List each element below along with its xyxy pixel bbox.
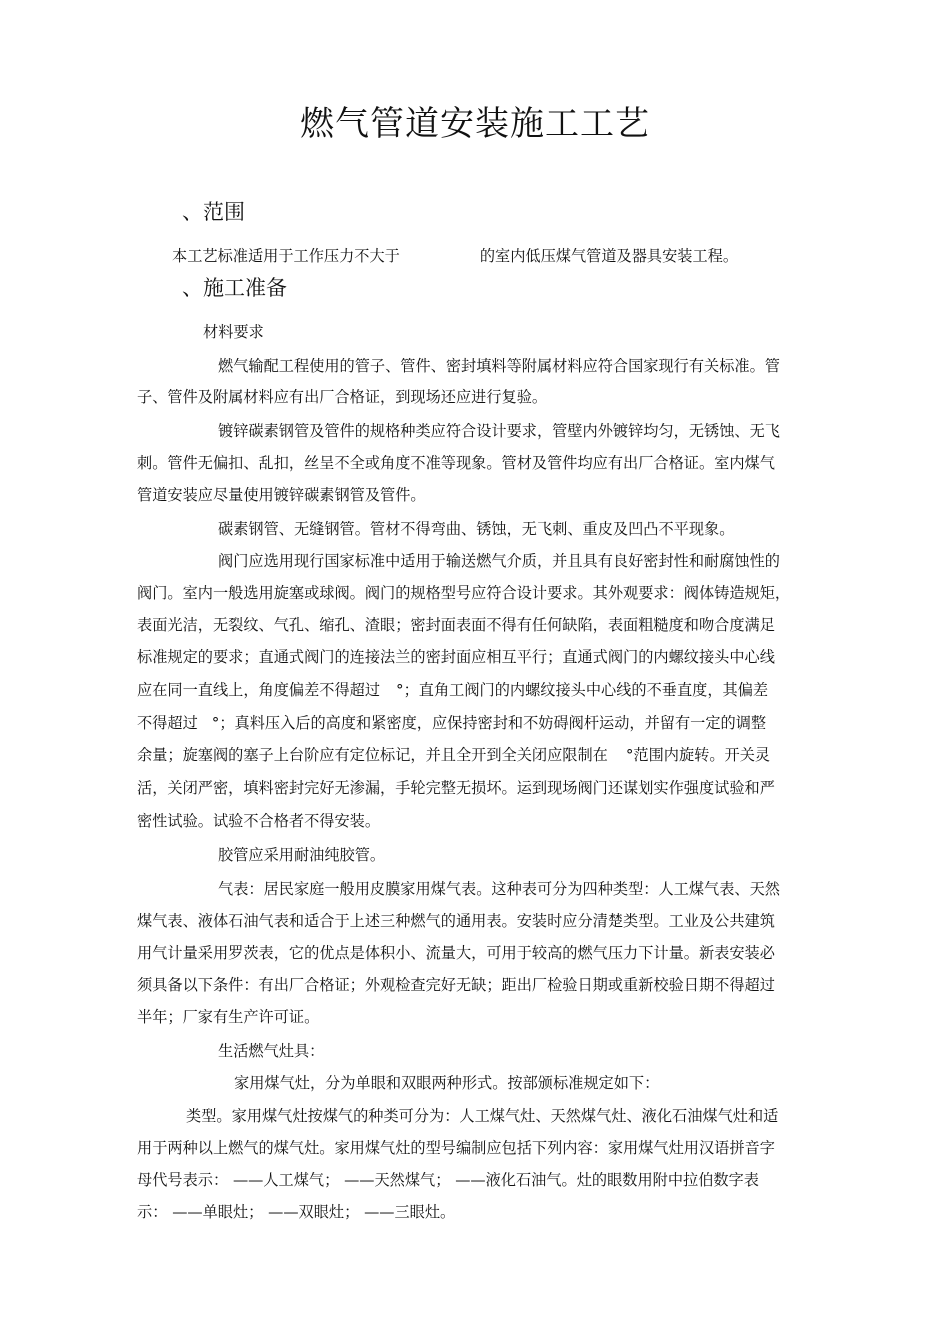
text-line: 用于两种以上燃气的煤气灶。家用煤气灶的型号编制应包括下列内容：家用煤气灶用汉语拼音字 bbox=[137, 1139, 775, 1157]
text-fragment: °；真料压入后的高度和紧密度，应保持密封和不妨碍阀杆运动，并留有一定的调整 bbox=[211, 714, 767, 732]
text-line: 燃气输配工程使用的管子、管件、密封填料等附属材料应符合国家现行有关标准。管 bbox=[218, 357, 780, 375]
text-line bbox=[137, 679, 768, 700]
text-fragment: °范围内旋转。开关灵 bbox=[625, 746, 771, 764]
text-line: 须具备以下条件：有出厂合格证；外观检查完好无缺；距出厂检验日期或重新校验日期不得超过 bbox=[137, 976, 775, 994]
text-line: 管道安装应尽量使用镀锌碳素钢管及管件。 bbox=[137, 486, 426, 504]
page-title: 燃气管道安装施工工艺 bbox=[300, 104, 650, 144]
section-heading-scope: 、范围 bbox=[182, 200, 245, 224]
text-line: 活，关闭严密，填料密封完好无渗漏，手轮完整无损坏。运到现场阀门还谋划实作强度试验和严 bbox=[137, 779, 775, 797]
text-line: 子、管件及附属材料应有出厂合格证，到现场还应进行复验。 bbox=[137, 388, 548, 406]
text-line: 密性试验。试验不合格者不得安装。 bbox=[137, 812, 380, 830]
text-line: 镀锌碳素钢管及管件的规格种类应符合设计要求，管壁内外镀锌均匀，无锈蚀、无飞 bbox=[218, 422, 780, 440]
text-line: 用气计量采用罗茨表，它的优点是体积小、流量大，可用于较高的燃气压力下计量。新表安装必 bbox=[137, 944, 775, 962]
subheading-materials: 材料要求 bbox=[203, 323, 264, 341]
text-line: 表面光洁，无裂纹、气孔、缩孔、渣眼；密封面表面不得有任何缺陷，表面粗糙度和吻合度满足 bbox=[137, 616, 775, 634]
text-line bbox=[137, 744, 770, 765]
text-line: 刺。管件无偏扣、乱扣，丝呈不全或角度不准等现象。管材及管件均应有出厂合格证。室内煤气 bbox=[137, 454, 775, 472]
scope-paragraph bbox=[172, 245, 738, 266]
text-line: 母代号表示： ——人工煤气； ——天然煤气； ——液化石油气。灶的眼数用附中拉伯数字表 bbox=[137, 1171, 759, 1189]
text-line: 生活燃气灶具： bbox=[218, 1042, 325, 1060]
text-line: 阀门应选用现行国家标准中适用于输送燃气介质，并且具有良好密封性和耐腐蚀性的 bbox=[218, 552, 780, 570]
text-fragment: 不得超过 bbox=[137, 714, 198, 732]
text-line: 标准规定的要求；直通式阀门的连接法兰的密封面应相互平行；直通式阀门的内螺纹接头中心线 bbox=[137, 648, 775, 666]
scope-text-a: 本工艺标准适用于工作压力不大于 bbox=[172, 247, 400, 265]
text-line: 示： ——单眼灶； ——双眼灶； ——三眼灶。 bbox=[137, 1203, 456, 1221]
scope-text-b: 的室内低压煤气管道及器具安装工程。 bbox=[479, 247, 738, 265]
text-line: 类型。家用煤气灶按煤气的种类可分为：人工煤气灶、天然煤气灶、液化石油煤气灶和适 bbox=[186, 1107, 779, 1125]
text-line: 家用煤气灶，分为单眼和双眼两种形式。按部颁标准规定如下： bbox=[234, 1074, 660, 1092]
text-line bbox=[137, 712, 766, 733]
section-heading-preparation: 、施工准备 bbox=[182, 276, 287, 300]
text-line: 煤气表、液体石油气表和适合于上述三种燃气的通用表。安装时应分清楚类型。工业及公共建筑 bbox=[137, 912, 775, 930]
text-line: 气表：居民家庭一般用皮膜家用煤气表。这种表可分为四种类型：人工煤气表、天然 bbox=[218, 880, 780, 898]
text-line: 碳素钢管、无缝钢管。管材不得弯曲、锈蚀，无飞刺、重皮及凹凸不平现象。 bbox=[218, 520, 735, 538]
text-fragment: 余量；旋塞阀的塞子上台阶应有定位标记，并且全开到全关闭应限制在 bbox=[137, 746, 608, 764]
text-fragment: 应在同一直线上，角度偏差不得超过 bbox=[137, 681, 380, 699]
text-line: 半年；厂家有生产许可证。 bbox=[137, 1008, 320, 1026]
text-line: 胶管应采用耐油纯胶管。 bbox=[218, 846, 386, 864]
text-fragment: °；直角工阀门的内螺纹接头中心线的不垂直度，其偏差 bbox=[396, 681, 769, 699]
text-line: 阀门。室内一般选用旋塞或球阀。阀门的规格型号应符合设计要求。其外观要求：阀体铸造规矩， bbox=[137, 584, 791, 602]
